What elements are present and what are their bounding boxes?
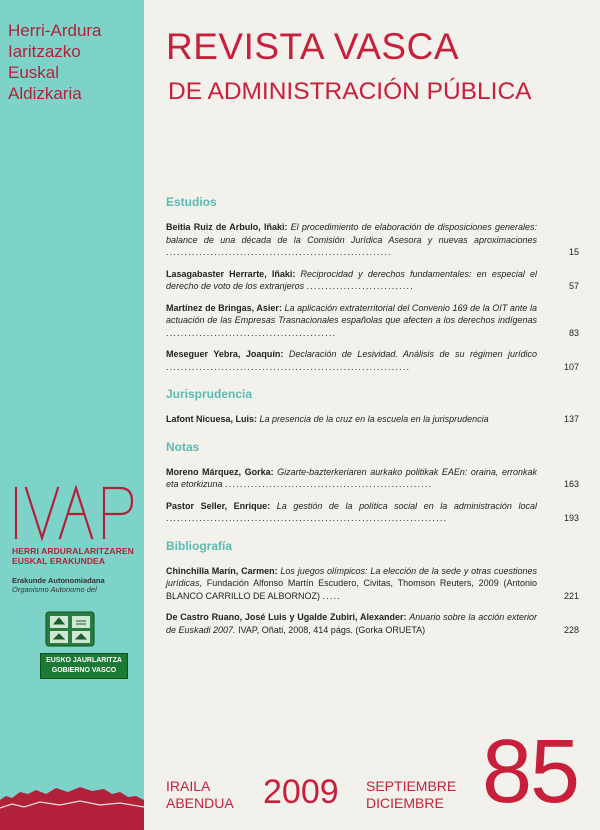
journal-title: REVISTA VASCA bbox=[166, 26, 459, 67]
toc-entry[interactable]: Lasagabaster Herrarte, Iñaki: Reciprocidad y derechos fundamentales: en especial el derecho de voto de los extranjeros ............................. 57 bbox=[166, 268, 579, 291]
entry-page: 193 bbox=[563, 513, 579, 523]
month-spanish-1: SEPTIEMBRE bbox=[366, 778, 457, 794]
mountain-graphic bbox=[0, 770, 144, 830]
entry-author: Martínez de Bringas, Asier: bbox=[166, 302, 282, 313]
entry-page: 83 bbox=[568, 327, 579, 338]
entry-title: El procedimiento de elaboración de disposiciones generales: balance de una década de la Comisión Jurídica Asesora y nuevas aproximaciones bbox=[166, 222, 537, 245]
entry-title: Anuario sobre la acción exterior de Euskadi 2007. bbox=[166, 612, 537, 635]
issue-number: 85 bbox=[482, 722, 579, 822]
entry-author: Moreno Márquez, Gorka: bbox=[166, 466, 274, 477]
entry-page: 15 bbox=[568, 247, 579, 257]
section-heading: Bibliografía bbox=[166, 538, 233, 553]
gobierno-line2: GOBIERNO VASCO bbox=[51, 667, 117, 674]
entry-title: Declaración de Lesividad. Análisis de su régimen jurídico bbox=[288, 349, 537, 359]
entry-title: Reciprocidad y derechos fundamentales: en especial el derecho de voto de los extranjeros bbox=[166, 268, 537, 291]
basque-title-line: Herri-Ardura bbox=[8, 21, 102, 40]
month-spanish-2: DICIEMBRE bbox=[366, 795, 444, 811]
entry-author: Pastor Seller, Enrique: bbox=[166, 500, 271, 511]
section-heading: Estudios bbox=[166, 195, 217, 209]
basque-title-line: Euskal bbox=[8, 63, 60, 82]
gobierno-vasco-logo bbox=[40, 610, 128, 679]
coat-of-arms-icon bbox=[40, 610, 100, 648]
sidebar bbox=[0, 0, 144, 830]
toc-entry[interactable] bbox=[166, 611, 579, 636]
gobierno-line1: EUSKO JAURLARITZA bbox=[46, 657, 122, 664]
entry-page: 137 bbox=[563, 414, 579, 424]
entry-title: Gizarte-bazterkeriaren aurkako politikak EAEn: oraina, erronkak eta etorkizuna bbox=[166, 466, 537, 489]
toc-entry[interactable]: Meseguer Yebra, Joaquín: Declaración de Lesividad. Análisis de su régimen jurídico .................................................................. 107 bbox=[166, 349, 579, 372]
entry-author: Chinchilla Marín, Carmen: bbox=[166, 565, 278, 576]
toc-entry[interactable]: Chinchilla Marín, Carmen: Los juegos olímpicos: La elección de la sede y otras cuestiones jurídicas, Fundación Alfonso Martín Escudero, Civitas, Thomson Reuters, 2009 (Antonio BLANCO CARRILLO DE ALBORNOZ) ..... 221 bbox=[166, 565, 579, 601]
entry-page: 57 bbox=[568, 281, 579, 291]
entry-author: De Castro Ruano, José Luis y Ugalde Zubiri, Alexander: bbox=[166, 612, 407, 622]
erakunde-line1: Erakunde Autonomiadana bbox=[12, 576, 105, 585]
toc-entry[interactable] bbox=[166, 413, 579, 426]
ivap-line2: EUSKAL ERAKUNDEA bbox=[12, 556, 106, 566]
erakunde-line2: Organismo Autonomo del bbox=[12, 585, 97, 594]
toc-entry[interactable]: Moreno Márquez, Gorka: Gizarte-bazterkeriaren aurkako politikak EAEn: oraina, erronkak eta etorkizuna ........................................................ 163 bbox=[166, 466, 579, 489]
entry-author: Meseguer Yebra, Joaquín: bbox=[166, 349, 284, 359]
basque-title bbox=[8, 20, 102, 104]
journal-subtitle: DE ADMINISTRACIÓN PÚBLICA bbox=[168, 78, 532, 105]
section-heading: Jurisprudencia bbox=[166, 387, 253, 401]
footer-months-basque bbox=[166, 778, 234, 812]
basque-title-line: Aldizkaria bbox=[8, 84, 82, 103]
table-of-contents bbox=[166, 195, 579, 645]
entry-title: La gestión de la política social en la administración local bbox=[276, 500, 537, 511]
footer-year: 2009 bbox=[263, 773, 339, 811]
entry-page: 221 bbox=[563, 590, 579, 601]
section-jurisprudencia bbox=[166, 387, 579, 426]
section-estudios bbox=[166, 195, 579, 373]
entry-title: La aplicación extraterritorial del Convenio 169 de la OIT ante la actuación de las Empresas Trasnacionales españolas que afecten a los derechos indígenas bbox=[166, 302, 537, 325]
entry-details: IVAP, Oñati, 2008, 414 págs. (Gorka ORUETA) bbox=[238, 624, 426, 635]
entry-title: Los juegos olímpicos: La elección de la sede y otras cuestiones jurídicas, bbox=[166, 565, 537, 588]
ivap-logo bbox=[12, 482, 136, 542]
footer-months-spanish bbox=[366, 778, 456, 812]
entry-author: Beitia Ruiz de Arbulo, Iñaki: bbox=[166, 222, 288, 232]
basque-title-line: Iaritzazko bbox=[8, 42, 81, 61]
toc-entry[interactable]: Beitia Ruiz de Arbulo, Iñaki: El procedimiento de elaboración de disposiciones generales: balance de una década de la Comisión Jurídica Asesora y nuevas aproximaciones ............................................................. 15 bbox=[166, 222, 579, 257]
entry-page: 163 bbox=[563, 479, 579, 489]
section-notas bbox=[166, 440, 579, 525]
entry-author: Lafont Nicuesa, Luis: bbox=[166, 414, 258, 424]
section-bibliografia bbox=[166, 539, 579, 637]
month-basque-2: ABENDUA bbox=[166, 795, 234, 811]
entry-title: La presencia de la cruz en la escuela en la jurisprudencia bbox=[259, 414, 489, 424]
ivap-line1: HERRI ARDURALARITZAREN bbox=[12, 546, 134, 556]
toc-entry[interactable]: Martínez de Bringas, Asier: La aplicación extraterritorial del Convenio 169 de la OIT ante la actuación de las Empresas Trasnacionales españolas que afecten a los derechos indígenas .............................................. 83 bbox=[166, 302, 579, 338]
toc-entry[interactable]: Pastor Seller, Enrique: La gestión de la política social en la administración local ............................................................................ 193 bbox=[166, 500, 579, 523]
entry-page: 107 bbox=[563, 361, 579, 372]
entry-details: Fundación Alfonso Martín Escudero, Civitas, Thomson Reuters, 2009 (Antonio BLANCO CARRILLO DE ALBORNOZ) bbox=[166, 578, 537, 601]
entry-page: 228 bbox=[563, 624, 579, 635]
month-basque-1: IRAILA bbox=[166, 778, 211, 794]
entry-author: Lasagabaster Herrarte, Iñaki: bbox=[166, 268, 296, 279]
section-heading: Notas bbox=[166, 439, 200, 454]
